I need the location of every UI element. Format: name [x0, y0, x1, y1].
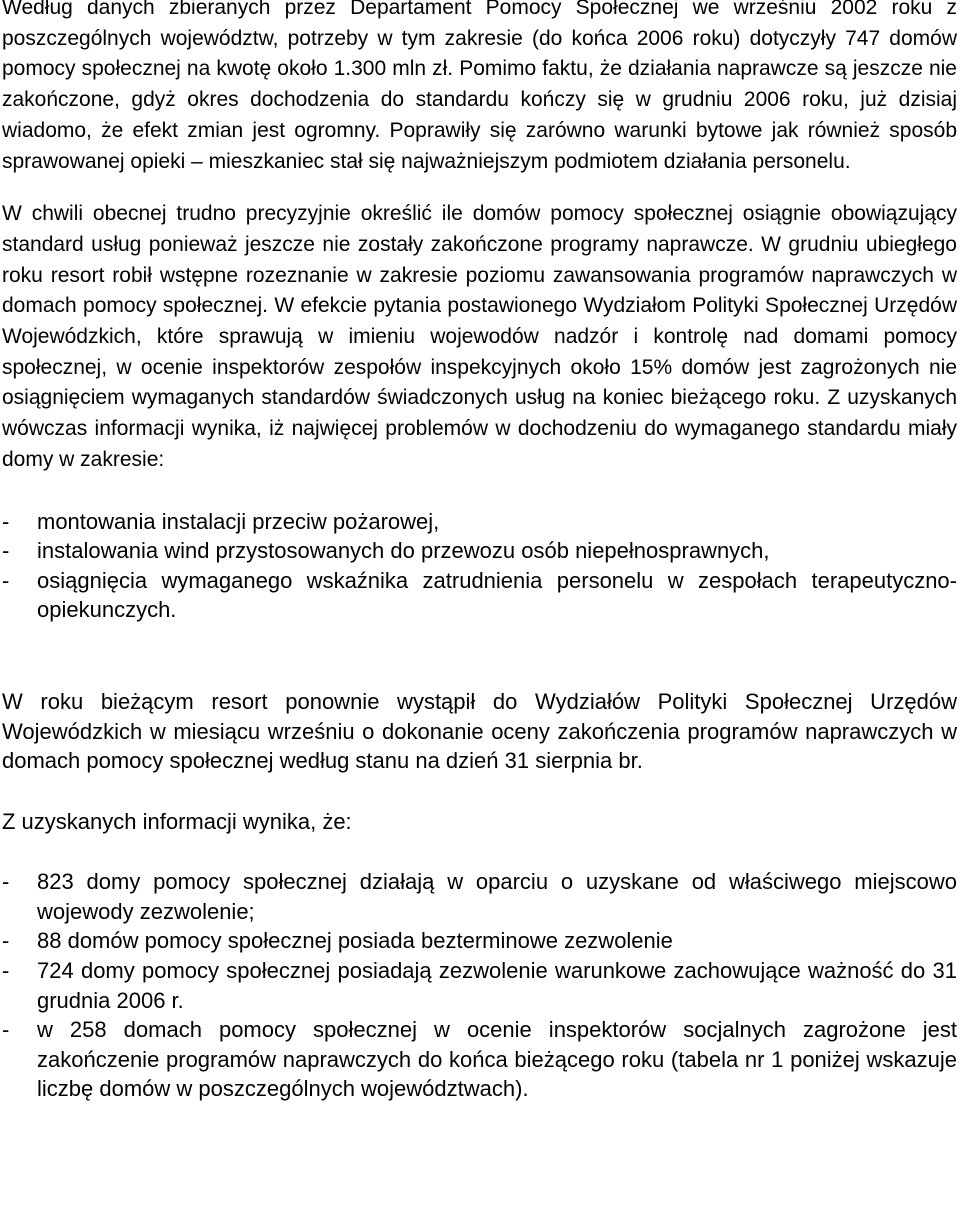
list-dash: - [2, 508, 10, 534]
list-item [2, 566, 957, 625]
list-item-text: osiągnięcia wymaganego wskaźnika zatrudnienia personelu w zespołach terapeutyczno-opiekunczych. [37, 567, 957, 623]
list-item-text: instalowania wind przystosowanych do przewozu osób niepełnosprawnych, [37, 538, 770, 564]
results-list [2, 867, 957, 1104]
list-dash: - [2, 958, 10, 984]
paragraph-funding-needs: Według danych zbieranych przez Departament Pomocy Społecznej we wrześniu 2002 roku z poszczególnych województw, potrzeby w tym zakresie (do końca 2006 roku) dotyczyły 747 domów pomocy społecznej na kwotę około 1.300 mln zł. Pomimo faktu, że działania naprawcze są jeszcze nie zakończone, gdyż okres dochodzenia do standardu kończy się w grudniu 2006 roku, już dzisiaj wiadomo, że efekt zmian jest ogromny. Poprawiły się zarówno warunki bytowe jak również sposób sprawowanej opieki – mieszkaniec stał się najważniejszym podmiotem działania personelu. [2, 0, 957, 173]
list-item-text: 88 domów pomocy społecznej posiada bezterminowe zezwolenie [37, 928, 673, 954]
list-item [2, 1015, 957, 1104]
list-item-text: montowania instalacji przeciw pożarowej, [37, 508, 440, 534]
list-dash: - [2, 538, 10, 564]
list-item [2, 956, 957, 1015]
problem-areas-list [2, 507, 957, 625]
paragraph-current-status: W chwili obecnej trudno precyzyjnie określić ile domów pomocy społecznej osiągnie obowiązujący standard usług ponieważ jeszcze nie zostały zakończone programy naprawcze. W grudniu ubiegłego roku resort robił wstępne rozeznanie w zakresie poziomu zawansowania programów naprawczych w domach pomocy społecznej. W efekcie pytania postawionego Wydziałom Polityki Społecznej Urzędów Wojewódzkich, które sprawują w imieniu wojewodów nadzór i kontrolę nad domami pomocy społecznej, w ocenie inspektorów zespołów inspekcyjnych około 15% domów jest zagrożonych nie osiągnięciem wymaganych standardów świadczonych usług na koniec bieżącego roku. Z uzyskanych wówczas informacji wynika, iż najwięcej problemów w dochodzeniu do wymaganego standardu miały domy w zakresie: [2, 202, 957, 471]
list-dash: - [2, 567, 10, 593]
list-item [2, 507, 957, 537]
list-item [2, 867, 957, 926]
paragraph-results-intro: Z uzyskanych informacji wynika, że: [2, 808, 352, 834]
list-dash: - [2, 928, 10, 954]
list-item-text: 724 domy pomocy społecznej posiadają zezwolenie warunkowe zachowujące ważność do 31 grudnia 2006 r. [37, 958, 957, 1013]
list-item [2, 926, 957, 956]
paragraph-ministry-request: W roku bieżącym resort ponownie wystąpił do Wydziałów Polityki Społecznej Urzędów Wojewódzkich w miesiącu wrześniu o dokonanie oceny zakończenia programów naprawczych w domach pomocy społecznej według stanu na dzień 31 sierpnia br. [2, 688, 957, 774]
list-dash: - [2, 1017, 10, 1043]
list-item-text: w 258 domach pomocy społecznej w ocenie inspektorów socjalnych zagrożone jest zakończenie programów naprawczych do końca bieżącego roku (tabela nr 1 poniżej wskazuje liczbę domów w poszczególnych województwach). [37, 1017, 957, 1102]
list-item [2, 536, 957, 566]
list-dash: - [2, 869, 10, 895]
list-item-text: 823 domy pomocy społecznej działają w oparciu o uzyskane od właściwego miejscowo wojewody zezwolenie; [37, 869, 957, 924]
